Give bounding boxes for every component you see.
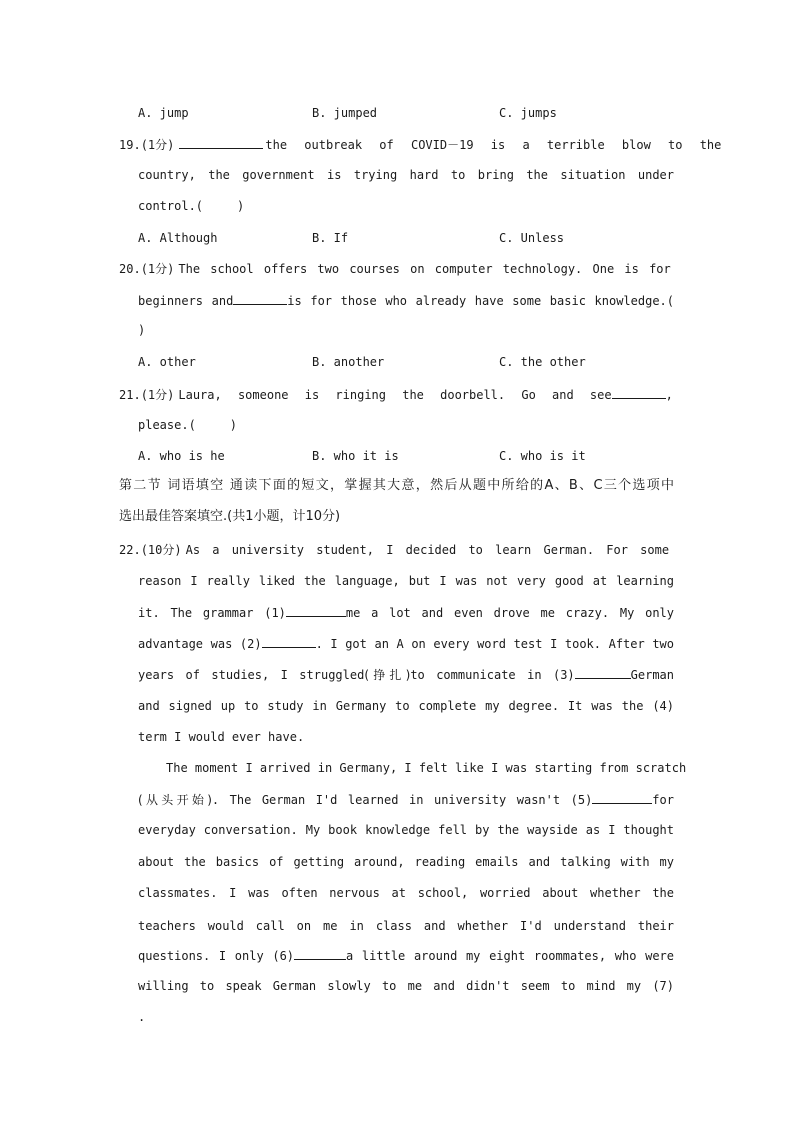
q18-option-b[interactable]: B. jumped — [312, 106, 378, 120]
q21-answer-blank[interactable] — [612, 387, 666, 399]
q19-text-line-3 — [138, 199, 674, 213]
q22-line-5-cjk: (挣扎) — [364, 668, 411, 682]
q21-text-line-2 — [138, 418, 674, 432]
q20-score: (1分) — [140, 262, 175, 276]
q21-score: (1分) — [140, 388, 175, 402]
q20-text-1: The school offers two courses on computer technology. One is for — [178, 262, 671, 276]
q22-number: 22. — [119, 543, 141, 557]
q20-answer-blank[interactable] — [233, 293, 287, 305]
q22-p2-line-2b: for — [652, 793, 674, 807]
q22-p2-line-2 — [138, 792, 674, 807]
q22-p2-line-2-cjk: (从头开始) — [138, 793, 212, 807]
q22-p2-line-8: willing to speak German slowly to me and didn't seem to mind my (7) — [138, 979, 674, 993]
q21-text-2: please.( — [138, 418, 196, 432]
q22-line-5c: German — [630, 668, 674, 682]
q22-p2-line-1: The moment I arrived in Germany, I felt like I was starting from scratch — [166, 761, 687, 775]
q22-line-4 — [138, 636, 674, 651]
q20-number: 20. — [119, 262, 141, 276]
q19-option-a[interactable]: A. Although — [138, 231, 218, 245]
q22-line-3 — [138, 605, 674, 620]
q20-heading — [119, 262, 671, 276]
q22-line-5a: years of studies, I struggled — [138, 668, 365, 682]
q22-blank-1[interactable] — [286, 605, 346, 617]
q20-option-c[interactable]: C. the other — [499, 355, 586, 369]
q20-option-b[interactable]: B. another — [312, 355, 385, 369]
q22-p2-line-9: . — [138, 1010, 146, 1024]
q20-text-2b: is for those who already have some basic knowledge.( — [287, 294, 674, 308]
q19-text-3: control.( — [138, 199, 204, 213]
q18-option-a[interactable]: A. jump — [138, 106, 189, 120]
q22-score: (10分) — [140, 543, 182, 557]
q21-text-1b: , — [665, 388, 673, 402]
q22-line-7: term I would ever have. — [138, 730, 305, 744]
q19-option-b[interactable]: B. If — [312, 231, 349, 245]
q22-blank-5[interactable] — [592, 792, 652, 804]
q19-heading — [119, 137, 721, 152]
q22-line-6: and signed up to study in Germany to complete my degree. It was the (4) — [138, 699, 674, 713]
q18-option-c[interactable]: C. jumps — [499, 106, 557, 120]
q19-text-line-2: country, the government is trying hard to bring the situation under — [138, 168, 674, 182]
q20-text-2a: beginners and — [138, 294, 234, 308]
q22-line-5 — [138, 667, 674, 682]
q21-heading — [119, 387, 673, 402]
q22-line-1: As a university student, I decided to learn German. For some — [185, 543, 670, 557]
q19-text-1: the outbreak of COVID－19 is a terrible blow to the — [265, 138, 722, 152]
q22-p2-line-4: about the basics of getting around, reading emails and talking with my — [138, 855, 674, 869]
q21-close-paren: ) — [229, 418, 238, 432]
q22-line-3a: it. The grammar (1) — [138, 606, 286, 620]
q19-option-c[interactable]: C. Unless — [499, 231, 565, 245]
q22-p2-line-3: everyday conversation. My book knowledge fell by the wayside as I thought — [138, 823, 674, 837]
q22-heading — [119, 543, 669, 557]
q20-option-a[interactable]: A. other — [138, 355, 196, 369]
q19-close-paren: ) — [237, 199, 245, 213]
section-heading-line-1: 第二节 词语填空 通读下面的短文，掌握其大意，然后从题中所给的A、B、C三个选项中 — [119, 478, 674, 493]
q19-number: 19. — [119, 138, 141, 152]
q19-score: (1分) — [140, 138, 175, 152]
q22-blank-2[interactable] — [262, 636, 316, 648]
q22-p2-line-7a: questions. I only (6) — [138, 949, 295, 963]
q22-line-2: reason I really liked the language, but I was not very good at learning — [138, 574, 674, 588]
q21-option-a[interactable]: A. who is he — [138, 449, 225, 463]
q22-line-3b: me a lot and even drove me crazy. My only — [345, 606, 674, 620]
q19-answer-blank[interactable] — [179, 137, 263, 149]
q22-blank-6[interactable] — [294, 948, 346, 960]
q20-text-3: ) — [138, 323, 146, 337]
q22-p2-line-6: teachers would call on me in class and whether I'd understand their — [138, 919, 674, 933]
q22-line-4a: advantage was (2) — [138, 637, 262, 651]
q22-line-4b: . I got an A on every word test I took. After two — [315, 637, 674, 651]
q21-option-b[interactable]: B. who it is — [312, 449, 399, 463]
q21-text-1a: Laura, someone is ringing the doorbell. Go and see — [178, 388, 612, 402]
q22-line-5b: to communicate in (3) — [410, 668, 575, 682]
q22-p2-line-5: classmates. I was often nervous at school, worried about whether the — [138, 886, 674, 900]
q21-number: 21. — [119, 388, 141, 402]
q22-p2-line-7 — [138, 948, 674, 963]
section-heading-line-2: 选出最佳答案填空.(共1小题，计10分) — [119, 509, 341, 524]
q22-p2-line-7b: a little around my eight roommates, who were — [346, 949, 675, 963]
q22-p2-line-2a: . The German I'd learned in university wasn't (5) — [211, 793, 593, 807]
q22-blank-3[interactable] — [575, 667, 631, 679]
q20-text-line-2 — [138, 293, 674, 308]
q21-option-c[interactable]: C. who is it — [499, 449, 586, 463]
